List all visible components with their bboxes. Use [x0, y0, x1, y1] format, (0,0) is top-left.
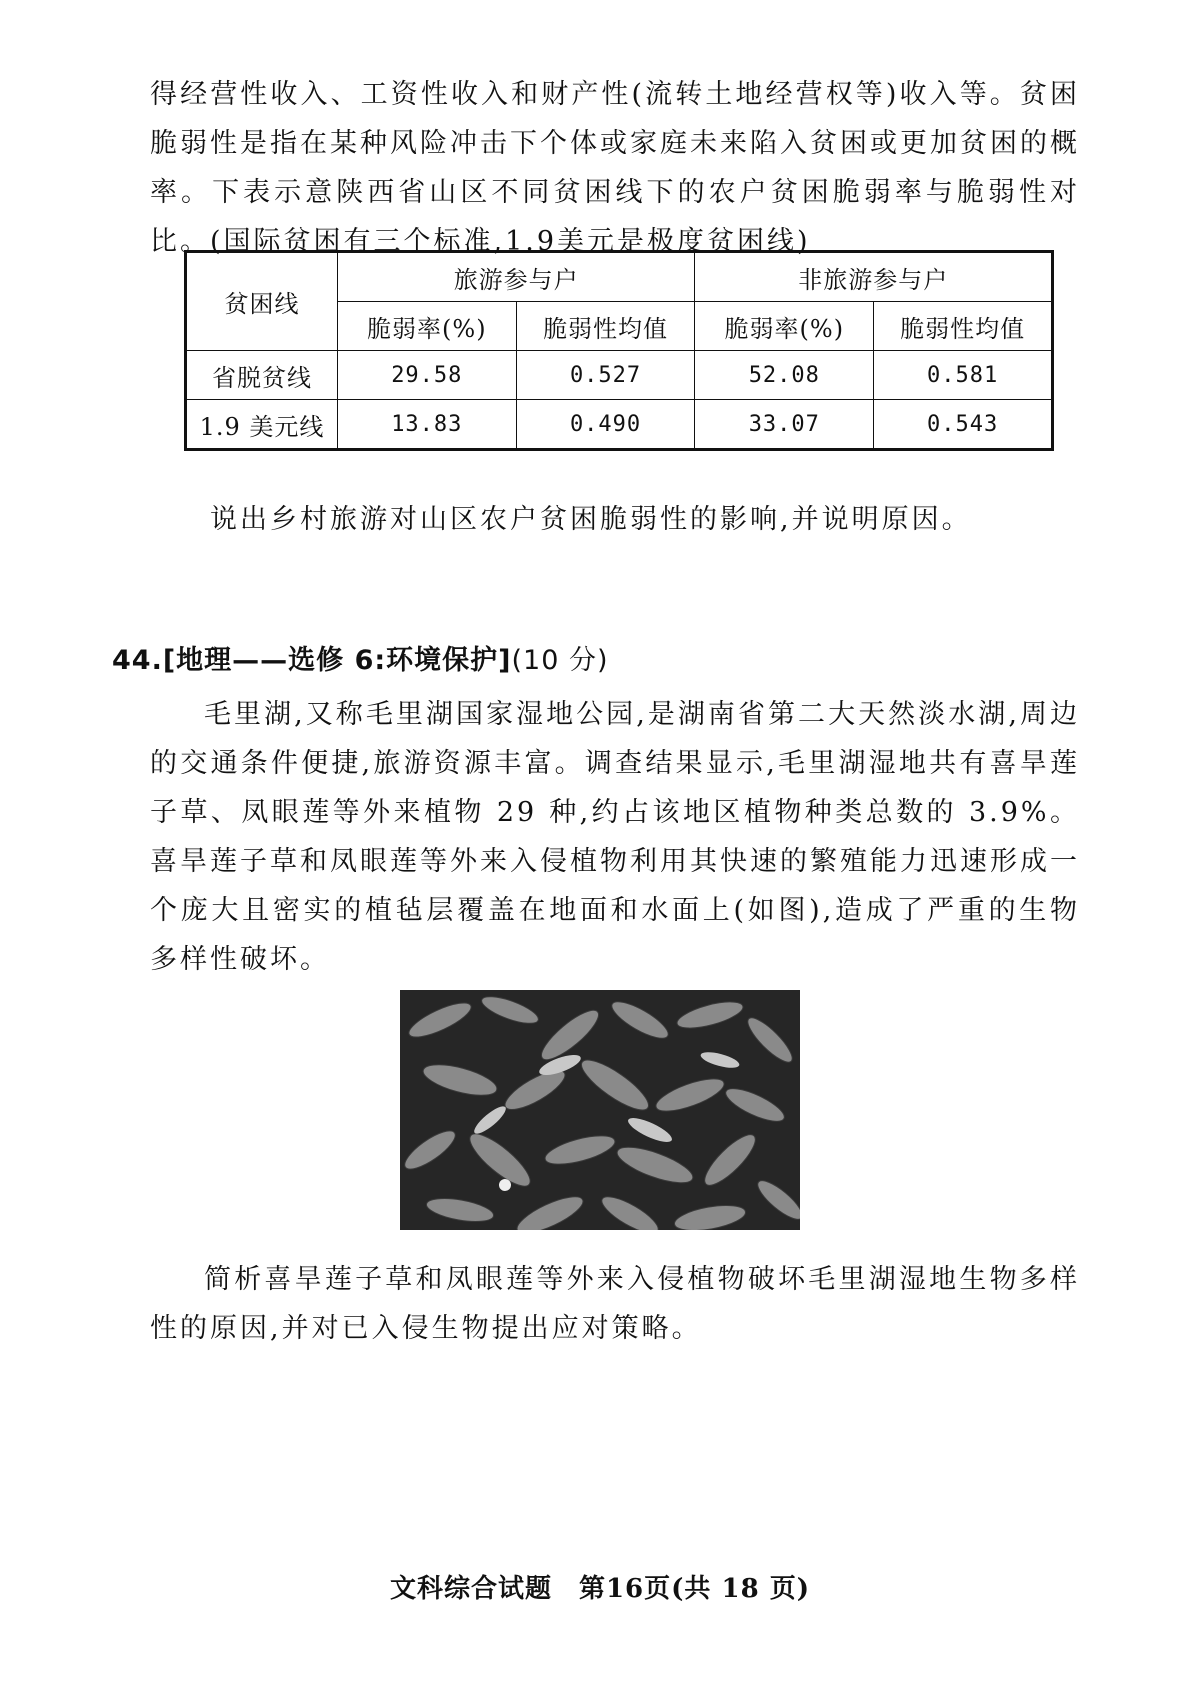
question-section-title: [地理——选修 6:环境保护] [162, 645, 512, 676]
question-44-heading [112, 638, 609, 677]
leaf-photo-illustration [400, 990, 800, 1230]
page-footer: 文科综合试题 第16页(共 18 页) [389, 1574, 811, 1604]
question-points: (10 分) [511, 645, 609, 676]
cell-non-tourism-mean: 0.543 [874, 400, 1053, 450]
cell-non-tourism-rate: 33.07 [695, 400, 874, 450]
header-non-tourism-households: 非旅游参与户 [695, 252, 1053, 302]
invasive-plants-photo [400, 990, 800, 1230]
question-44-body: 毛里湖,又称毛里湖国家湿地公园,是湖南省第二大天然淡水湖,周边的交通条件便捷,旅游资源丰富。调查结果显示,毛里湖湿地共有喜旱莲子草、凤眼莲等外来植物 29 种,约占该地区植物种类总数的 3.9%。喜旱莲子草和凤眼莲等外来入侵植物利用其快速的繁殖能力迅速形成一个庞大且密实的植毡层覆盖在地面和水面上(如图),造成了严重的生物多样性破坏。 [150, 699, 1080, 975]
header-tourism-mean: 脆弱性均值 [516, 302, 695, 351]
cell-tourism-mean: 0.527 [516, 351, 695, 400]
intro-paragraph: 得经营性收入、工资性收入和财产性(流转土地经营权等)收入等。贫困脆弱性是指在某种风险冲击下个体或家庭未来陷入贫困或更加贫困的概率。下表示意陕西省山区不同贫困线下的农户贫困脆弱率与脆弱性对比。(国际贫困有三个标准,1.9美元是极度贫困线) [150, 79, 1080, 257]
row-label: 省脱贫线 [186, 351, 338, 400]
header-tourism-households: 旅游参与户 [337, 252, 695, 302]
cell-non-tourism-mean: 0.581 [874, 351, 1053, 400]
header-non-tourism-mean: 脆弱性均值 [874, 302, 1053, 351]
cell-tourism-rate: 13.83 [337, 400, 516, 450]
header-non-tourism-rate: 脆弱率(%) [695, 302, 874, 351]
table-row [186, 400, 1053, 450]
header-tourism-rate: 脆弱率(%) [337, 302, 516, 351]
header-poverty-line: 贫困线 [186, 252, 338, 351]
cell-tourism-mean: 0.490 [516, 400, 695, 450]
question-43-prompt: 说出乡村旅游对山区农户贫困脆弱性的影响,并说明原因。 [210, 504, 972, 535]
table-row [186, 351, 1053, 400]
cell-non-tourism-rate: 52.08 [695, 351, 874, 400]
question-number: 44. [112, 645, 163, 676]
poverty-vulnerability-table [184, 250, 1054, 451]
cell-tourism-rate: 29.58 [337, 351, 516, 400]
question-44-prompt: 简析喜旱莲子草和凤眼莲等外来入侵植物破坏毛里湖湿地生物多样性的原因,并对已入侵生物提出应对策略。 [150, 1264, 1080, 1344]
table-header-row [186, 252, 1053, 302]
row-label: 1.9 美元线 [186, 400, 338, 450]
